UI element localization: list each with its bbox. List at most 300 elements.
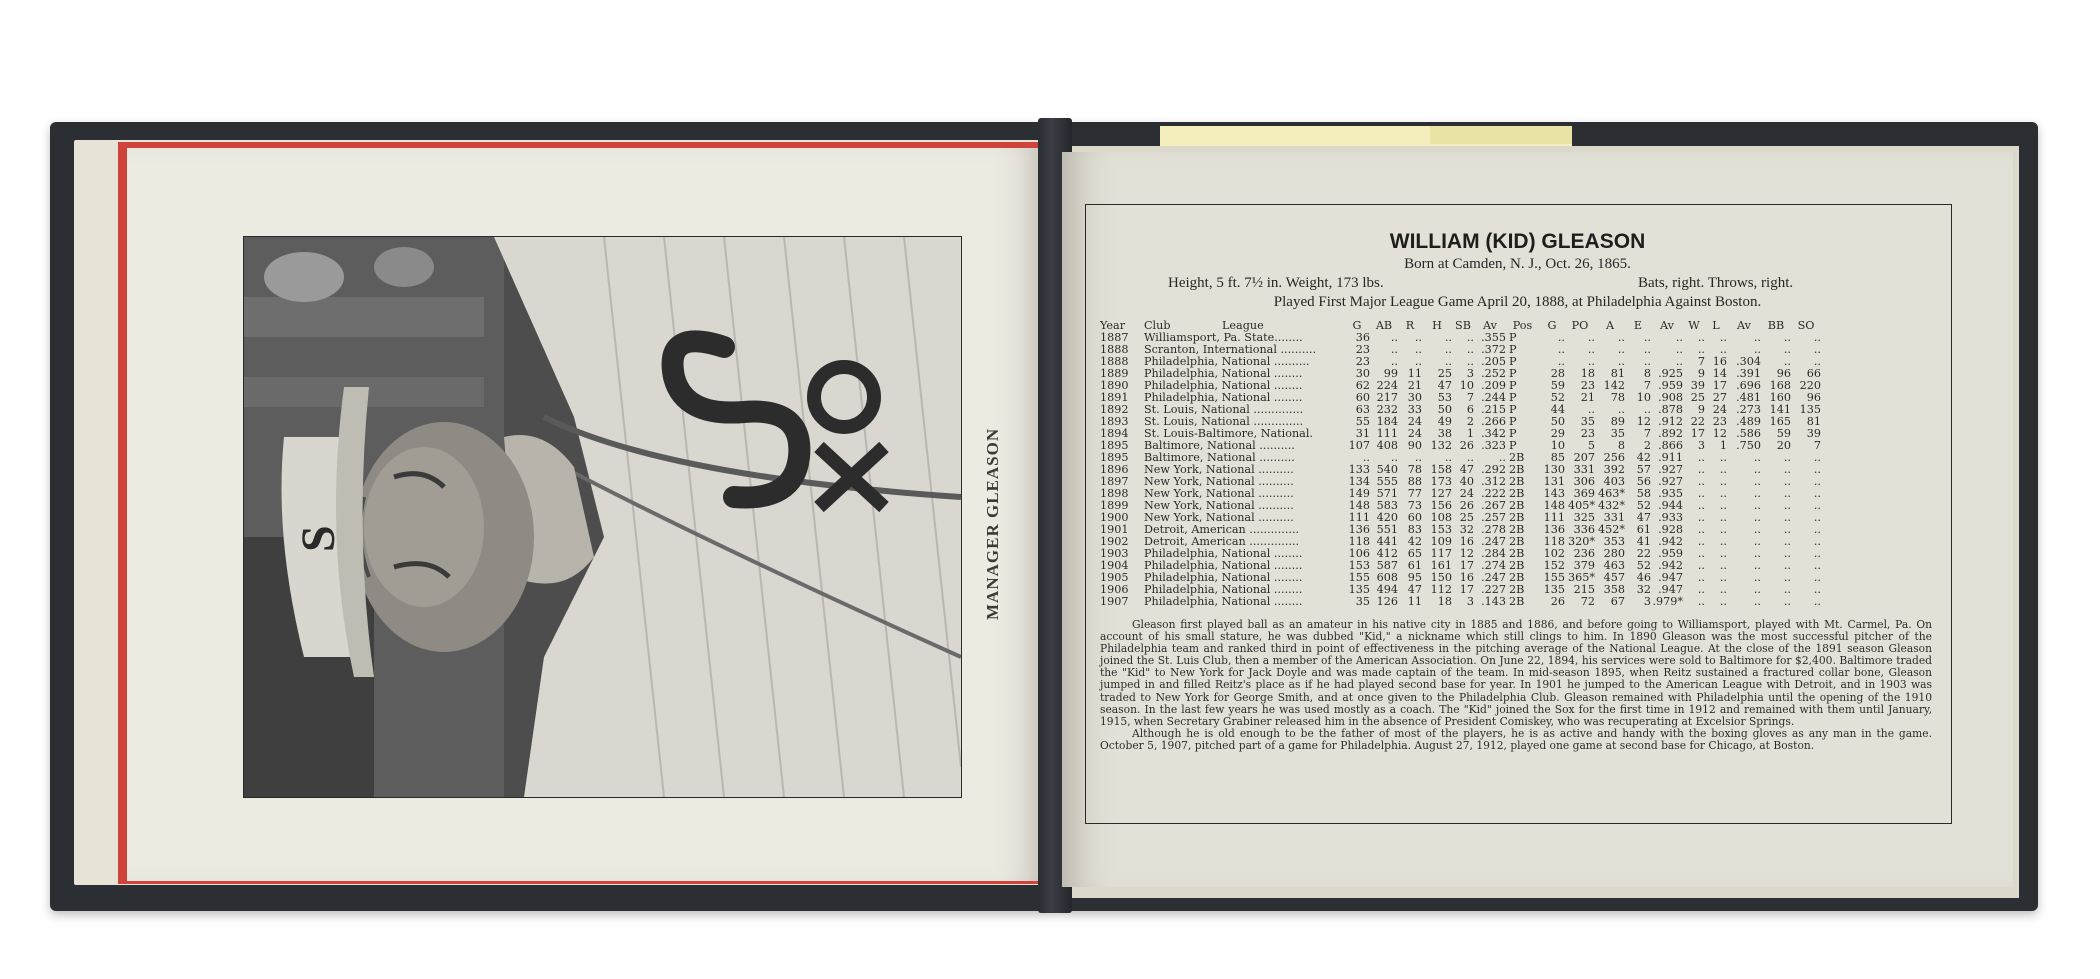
- stats-cell: ..: [1719, 511, 1727, 524]
- stats-cell: ..: [1783, 571, 1791, 584]
- stats-cell: 33: [1407, 403, 1422, 416]
- stats-cell: 35: [1580, 415, 1595, 428]
- stats-cell: 89: [1610, 415, 1625, 428]
- stats-cell: ..: [1783, 499, 1791, 512]
- stats-cell: 452*: [1598, 523, 1625, 536]
- stats-cell: .391: [1736, 367, 1761, 380]
- stats-cell: Baltimore, National ..........: [1144, 451, 1295, 464]
- stats-cell: 336: [1573, 523, 1595, 536]
- stats-cell: 134: [1348, 475, 1370, 488]
- stats-cell: ..: [1719, 343, 1727, 356]
- stats-cell: ..: [1813, 583, 1821, 596]
- stats-cell: .312: [1481, 475, 1506, 488]
- stats-cell: .942: [1658, 535, 1683, 548]
- stats-cell: ..: [1697, 523, 1705, 536]
- stats-cell: P: [1509, 427, 1517, 440]
- stats-cell: 52: [1636, 559, 1651, 572]
- stats-cell: 161: [1430, 559, 1452, 572]
- stats-cell: 136: [1543, 523, 1565, 536]
- stats-header-w: W: [1688, 319, 1700, 332]
- stats-cell: 148: [1348, 499, 1370, 512]
- stats-cell: ..: [1783, 331, 1791, 344]
- stats-cell: 1894: [1100, 427, 1129, 440]
- stats-cell: .696: [1736, 379, 1761, 392]
- stats-cell: ..: [1753, 571, 1761, 584]
- stats-cell: 42: [1407, 535, 1422, 548]
- stats-cell: ..: [1444, 331, 1452, 344]
- stats-cell: 88: [1407, 475, 1422, 488]
- stats-cell: 153: [1348, 559, 1370, 572]
- stats-cell: 25: [1690, 391, 1705, 404]
- cap-letter: S: [292, 525, 345, 552]
- stats-cell: 23: [1355, 355, 1370, 368]
- stats-cell: 61: [1636, 523, 1651, 536]
- stats-cell: 136: [1348, 523, 1370, 536]
- stats-cell: 90: [1407, 439, 1422, 452]
- stats-cell: ..: [1557, 331, 1565, 344]
- stats-cell: 26: [1550, 595, 1565, 608]
- stats-cell: .912: [1658, 415, 1683, 428]
- stats-cell: 17: [1690, 427, 1705, 440]
- stats-cell: 25: [1437, 367, 1452, 380]
- stats-cell: .274: [1481, 559, 1506, 572]
- stats-cell: ..: [1783, 595, 1791, 608]
- stats-cell: 369: [1573, 487, 1595, 500]
- stats-header-bb: BB: [1767, 319, 1785, 332]
- stats-cell: ..: [1617, 403, 1625, 416]
- stats-cell: ..: [1444, 343, 1452, 356]
- stats-cell: .342: [1481, 427, 1506, 440]
- stats-cell: 127: [1430, 487, 1452, 500]
- stats-cell: 158: [1430, 463, 1452, 476]
- stats-cell: 39: [1806, 427, 1821, 440]
- stats-cell: 12: [1636, 415, 1651, 428]
- stats-cell: P: [1509, 391, 1517, 404]
- stats-header-h: H: [1432, 319, 1442, 332]
- stats-cell: 85: [1550, 451, 1565, 464]
- stats-cell: St. Louis, National ..............: [1144, 415, 1304, 428]
- stats-cell: 457: [1603, 571, 1625, 584]
- stats-cell: ..: [1643, 403, 1651, 416]
- stats-cell: 2B: [1509, 511, 1525, 524]
- stats-cell: 1904: [1100, 559, 1129, 572]
- stats-cell: P: [1509, 403, 1517, 416]
- stats-cell: 587: [1376, 559, 1398, 572]
- stats-cell: ..: [1783, 583, 1791, 596]
- stats-cell: 152: [1543, 559, 1565, 572]
- stats-cell: 224: [1376, 379, 1398, 392]
- stats-cell: 135: [1543, 583, 1565, 596]
- stats-header-ab: AB: [1375, 319, 1393, 332]
- stats-cell: Detroit, American ..............: [1144, 535, 1300, 548]
- stats-cell: ..: [1719, 487, 1727, 500]
- stats-cell: 117: [1430, 547, 1452, 560]
- stats-cell: ..: [1719, 559, 1727, 572]
- stats-cell: ..: [1783, 523, 1791, 536]
- stats-cell: Philadelphia, National ........: [1144, 379, 1303, 392]
- stats-cell: ..: [1753, 523, 1761, 536]
- stats-cell: .372: [1481, 343, 1506, 356]
- stats-cell: 53: [1437, 391, 1452, 404]
- stats-cell: 306: [1573, 475, 1595, 488]
- stats-cell: .273: [1736, 403, 1761, 416]
- stats-cell: .267: [1481, 499, 1506, 512]
- stats-cell: .959: [1658, 379, 1683, 392]
- stats-cell: .244: [1481, 391, 1506, 404]
- stats-cell: 432*: [1598, 499, 1625, 512]
- stats-cell: ..: [1675, 355, 1683, 368]
- stats-cell: 24: [1407, 415, 1422, 428]
- stats-cell: 10: [1550, 439, 1565, 452]
- stats-cell: .284: [1481, 547, 1506, 560]
- stats-cell: 109: [1430, 535, 1452, 548]
- stats-cell: 31: [1355, 427, 1370, 440]
- stats-cell: 52: [1636, 499, 1651, 512]
- stats-cell: 1897: [1100, 475, 1129, 488]
- stats-cell: 111: [1376, 427, 1398, 440]
- stats-cell: 57: [1636, 463, 1651, 476]
- stats-cell: ..: [1390, 331, 1398, 344]
- stats-cell: 21: [1407, 379, 1422, 392]
- stats-cell: ..: [1753, 487, 1761, 500]
- stats-cell: ..: [1719, 595, 1727, 608]
- stats-cell: 331: [1573, 463, 1595, 476]
- player-photo: [243, 236, 962, 798]
- stats-cell: 23: [1712, 415, 1727, 428]
- stats-cell: ..: [1753, 475, 1761, 488]
- stats-cell: New York, National ..........: [1144, 487, 1294, 500]
- stats-cell: ..: [1643, 331, 1651, 344]
- stats-cell: ..: [1813, 547, 1821, 560]
- stats-cell: ..: [1813, 535, 1821, 548]
- stats-cell: ..: [1587, 355, 1595, 368]
- stats-cell: .252: [1481, 367, 1506, 380]
- stats-header-so: SO: [1797, 319, 1815, 332]
- stats-cell: 149: [1348, 487, 1370, 500]
- stats-cell: .209: [1481, 379, 1506, 392]
- stats-cell: 403: [1603, 475, 1625, 488]
- stats-cell: 67: [1610, 595, 1625, 608]
- stats-cell: 1: [1466, 427, 1474, 440]
- stats-cell: .947: [1658, 571, 1683, 584]
- stats-cell: ..: [1390, 451, 1398, 464]
- stats-header-r: R: [1405, 319, 1415, 332]
- stats-cell: .925: [1658, 367, 1683, 380]
- stats-header-g: G: [1352, 319, 1362, 332]
- height-weight: Height, 5 ft. 7½ in. Weight, 173 lbs.: [1168, 275, 1384, 291]
- stats-cell: ..: [1719, 475, 1727, 488]
- stats-cell: .247: [1481, 571, 1506, 584]
- stats-cell: 32: [1636, 583, 1651, 596]
- stats-cell: Philadelphia, National ........: [1144, 559, 1303, 572]
- stats-cell: ..: [1697, 535, 1705, 548]
- stats-cell: ..: [1813, 571, 1821, 584]
- stats-cell: 135: [1799, 403, 1821, 416]
- stats-cell: 102: [1543, 547, 1565, 560]
- stats-cell: St. Louis-Baltimore, National.: [1144, 427, 1313, 440]
- stats-cell: ..: [1813, 451, 1821, 464]
- stats-cell: .257: [1481, 511, 1506, 524]
- stats-cell: 16: [1459, 571, 1474, 584]
- stats-cell: ..: [1697, 595, 1705, 608]
- stats-cell: ..: [1697, 451, 1705, 464]
- stats-cell: ..: [1697, 331, 1705, 344]
- stats-cell: 135: [1348, 583, 1370, 596]
- stats-cell: ..: [1783, 511, 1791, 524]
- stats-cell: 63: [1355, 403, 1370, 416]
- stats-cell: 2B: [1509, 571, 1525, 584]
- stats-cell: 18: [1437, 595, 1452, 608]
- stats-cell: .908: [1658, 391, 1683, 404]
- stats-cell: 47: [1437, 379, 1452, 392]
- stats-cell: ..: [1783, 487, 1791, 500]
- stats-cell: ..: [1466, 343, 1474, 356]
- stats-cell: 379: [1573, 559, 1595, 572]
- stats-cell: 1890: [1100, 379, 1129, 392]
- stats-cell: 2B: [1509, 595, 1525, 608]
- stats-cell: Philadelphia, National ..........: [1144, 355, 1310, 368]
- stats-cell: 36: [1355, 331, 1370, 344]
- career-stats-table: [1100, 320, 1940, 608]
- stats-cell: 47: [1636, 511, 1651, 524]
- stats-cell: 1888: [1100, 343, 1129, 356]
- stats-cell: 12: [1712, 427, 1727, 440]
- stats-cell: 156: [1430, 499, 1452, 512]
- stats-cell: 320*: [1568, 535, 1595, 548]
- stats-cell: 29: [1550, 427, 1565, 440]
- stats-cell: 2: [1643, 439, 1651, 452]
- stats-cell: ..: [1587, 343, 1595, 356]
- stats-cell: 21: [1580, 391, 1595, 404]
- stats-cell: 65: [1407, 547, 1422, 560]
- stats-cell: 608: [1376, 571, 1398, 584]
- stats-cell: P: [1509, 379, 1517, 392]
- stats-cell: 150: [1430, 571, 1452, 584]
- stats-cell: ..: [1753, 463, 1761, 476]
- stats-cell: Philadelphia, National ........: [1144, 367, 1303, 380]
- stats-cell: .323: [1481, 439, 1506, 452]
- stats-cell: 59: [1776, 427, 1791, 440]
- stats-cell: 39: [1690, 379, 1705, 392]
- stats-cell: ..: [1444, 451, 1452, 464]
- stats-cell: ..: [1719, 571, 1727, 584]
- stats-cell: New York, National ..........: [1144, 511, 1294, 524]
- stats-cell: 3: [1466, 595, 1474, 608]
- stats-cell: Detroit, American ..............: [1144, 523, 1300, 536]
- stats-cell: 106: [1348, 547, 1370, 560]
- stats-cell: 126: [1376, 595, 1398, 608]
- stats-cell: 60: [1407, 511, 1422, 524]
- stats-cell: ..: [1813, 487, 1821, 500]
- stats-cell: ..: [1813, 499, 1821, 512]
- stats-cell: ..: [1783, 535, 1791, 548]
- stats-cell: 6: [1466, 403, 1474, 416]
- stats-cell: ..: [1557, 355, 1565, 368]
- stats-cell: .215: [1481, 403, 1506, 416]
- stats-cell: 2B: [1509, 559, 1525, 572]
- stats-cell: .878: [1658, 403, 1683, 416]
- stats-cell: St. Louis, National ..............: [1144, 403, 1304, 416]
- stats-cell: 35: [1610, 427, 1625, 440]
- stats-cell: 118: [1543, 535, 1565, 548]
- stats-cell: ..: [1675, 331, 1683, 344]
- stats-cell: 50: [1437, 403, 1452, 416]
- stats-cell: 77: [1407, 487, 1422, 500]
- stats-cell: ..: [1697, 343, 1705, 356]
- stats-cell: .942: [1658, 559, 1683, 572]
- stats-cell: .278: [1481, 523, 1506, 536]
- stats-cell: Philadelphia, National ........: [1144, 595, 1303, 608]
- stats-cell: 160: [1769, 391, 1791, 404]
- stats-cell: 66: [1806, 367, 1821, 380]
- stats-cell: ..: [1414, 343, 1422, 356]
- stats-cell: Philadelphia, National ........: [1144, 547, 1303, 560]
- stats-cell: Williamsport, Pa. State........: [1144, 331, 1303, 344]
- stats-cell: 3: [1697, 439, 1705, 452]
- stats-header-a: A: [1605, 319, 1615, 332]
- stats-cell: 23: [1580, 379, 1595, 392]
- stats-cell: 111: [1543, 511, 1565, 524]
- stats-cell: 184: [1376, 415, 1398, 428]
- stats-cell: 256: [1603, 451, 1625, 464]
- stats-cell: 3: [1466, 367, 1474, 380]
- stats-cell: ..: [1466, 331, 1474, 344]
- stats-cell: 49: [1437, 415, 1452, 428]
- stats-cell: .928: [1658, 523, 1683, 536]
- stats-cell: New York, National ..........: [1144, 463, 1294, 476]
- stats-cell: ..: [1414, 355, 1422, 368]
- stats-cell: 7: [1643, 427, 1651, 440]
- stats-cell: 358: [1603, 583, 1625, 596]
- stats-cell: 141: [1769, 403, 1791, 416]
- stats-cell: .247: [1481, 535, 1506, 548]
- stats-cell: 96: [1806, 391, 1821, 404]
- stats-cell: New York, National ..........: [1144, 475, 1294, 488]
- stats-cell: ..: [1719, 583, 1727, 596]
- stats-cell: ..: [1697, 559, 1705, 572]
- stats-cell: 153: [1430, 523, 1452, 536]
- stats-cell: 12: [1459, 547, 1474, 560]
- stats-cell: .866: [1658, 439, 1683, 452]
- stats-cell: 24: [1459, 487, 1474, 500]
- stats-cell: 46: [1636, 571, 1651, 584]
- stats-cell: .266: [1481, 415, 1506, 428]
- stats-cell: 73: [1407, 499, 1422, 512]
- stats-cell: ..: [1697, 511, 1705, 524]
- bats-throws: Bats, right. Throws, right.: [1638, 275, 1794, 291]
- stats-cell: 280: [1603, 547, 1625, 560]
- stats-cell: ..: [1813, 463, 1821, 476]
- stats-cell: ..: [1414, 451, 1422, 464]
- stats-cell: Baltimore, National ..........: [1144, 439, 1295, 452]
- stats-cell: ..: [1362, 451, 1370, 464]
- stats-cell: 331: [1603, 511, 1625, 524]
- stats-cell: 50: [1550, 415, 1565, 428]
- stats-cell: ..: [1390, 355, 1398, 368]
- stats-cell: ..: [1719, 331, 1727, 344]
- stats-cell: 16: [1712, 355, 1727, 368]
- stats-cell: ..: [1783, 451, 1791, 464]
- stats-cell: ..: [1783, 463, 1791, 476]
- stats-cell: 47: [1407, 583, 1422, 596]
- stats-cell: 41: [1636, 535, 1651, 548]
- stats-cell: 8: [1617, 439, 1625, 452]
- stats-cell: ..: [1697, 463, 1705, 476]
- stats-cell: 8: [1643, 367, 1651, 380]
- stats-cell: 365*: [1568, 571, 1595, 584]
- stats-cell: 494: [1376, 583, 1398, 596]
- stats-cell: 2B: [1509, 547, 1525, 560]
- stats-cell: ..: [1390, 343, 1398, 356]
- stats-cell: .481: [1736, 391, 1761, 404]
- stats-cell: ..: [1719, 451, 1727, 464]
- stats-cell: 463*: [1598, 487, 1625, 500]
- biography-paragraph-2: Although he is old enough to be the father of most of the players, he is as active and handy with the boxing gloves as any man in the game. October 5, 1907, pitched part of a game for Philadelphia. August 27, 1912, played one game at second base for Chicago, at Boston.: [1100, 726, 1932, 752]
- stats-cell: 44: [1550, 403, 1565, 416]
- stats-cell: .933: [1658, 511, 1683, 524]
- stats-cell: .205: [1481, 355, 1506, 368]
- stats-cell: 130: [1543, 463, 1565, 476]
- stats-cell: 1899: [1100, 499, 1129, 512]
- stats-cell: 52: [1550, 391, 1565, 404]
- stats-cell: 1907: [1100, 595, 1129, 608]
- stats-cell: 107: [1348, 439, 1370, 452]
- stats-cell: 215: [1573, 583, 1595, 596]
- stats-cell: 58: [1636, 487, 1651, 500]
- stats-cell: .222: [1481, 487, 1506, 500]
- stats-cell: 17: [1459, 559, 1474, 572]
- stats-cell: 81: [1806, 415, 1821, 428]
- stats-cell: 1891: [1100, 391, 1129, 404]
- stats-cell: ..: [1783, 355, 1791, 368]
- stats-header-av: Av: [1660, 319, 1674, 332]
- stats-cell: 30: [1407, 391, 1422, 404]
- stats-cell: ..: [1753, 583, 1761, 596]
- stats-cell: ..: [1813, 595, 1821, 608]
- stats-cell: ..: [1697, 499, 1705, 512]
- stats-cell: .947: [1658, 583, 1683, 596]
- stats-cell: 325: [1573, 511, 1595, 524]
- stats-header-av: Av: [1737, 319, 1751, 332]
- stats-cell: 26: [1459, 439, 1474, 452]
- stats-cell: ..: [1643, 343, 1651, 356]
- stats-cell: 142: [1603, 379, 1625, 392]
- stats-cell: 1892: [1100, 403, 1129, 416]
- photo-caption: MANAGER GLEASON: [983, 427, 1002, 620]
- stats-header-av: Av: [1483, 319, 1497, 332]
- stats-cell: ..: [1697, 475, 1705, 488]
- stats-cell: ..: [1783, 475, 1791, 488]
- stats-header-club: Club: [1144, 319, 1171, 332]
- birth-info: Born at Camden, N. J., Oct. 26, 1865.: [1404, 256, 1631, 272]
- stats-cell: 25: [1459, 511, 1474, 524]
- stats-cell: ..: [1587, 331, 1595, 344]
- stats-cell: 540: [1376, 463, 1398, 476]
- stats-cell: 1905: [1100, 571, 1129, 584]
- stats-cell: 2B: [1509, 475, 1525, 488]
- stats-cell: 412: [1376, 547, 1398, 560]
- stats-cell: .292: [1481, 463, 1506, 476]
- stats-cell: ..: [1813, 559, 1821, 572]
- stats-cell: ..: [1587, 403, 1595, 416]
- stats-cell: 463: [1603, 559, 1625, 572]
- stats-cell: ..: [1753, 331, 1761, 344]
- stats-row: [1100, 596, 1821, 608]
- stats-cell: 95: [1407, 571, 1422, 584]
- stats-cell: 2B: [1509, 451, 1525, 464]
- stats-cell: 18: [1580, 367, 1595, 380]
- first-game: Played First Major League Game April 20, 1888, at Philadelphia Against Boston.: [1273, 294, 1762, 310]
